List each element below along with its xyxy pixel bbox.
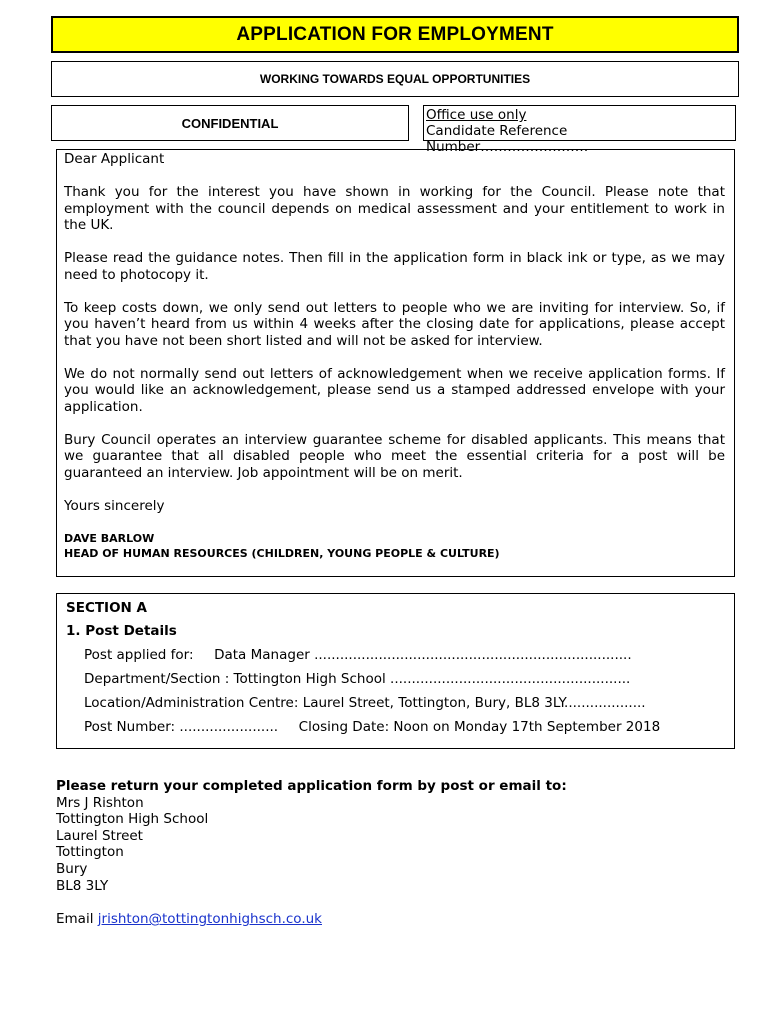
signatory-name: DAVE BARLOW (64, 531, 155, 545)
applicant-letter (56, 149, 735, 577)
title-banner (51, 16, 739, 53)
section-a-box (56, 593, 735, 749)
address-line: Laurel Street (56, 827, 143, 844)
email-link[interactable]: jrishton@tottingtonhighsch.co.uk (97, 911, 322, 928)
return-address-block (56, 778, 746, 928)
post-applied-row (84, 647, 725, 664)
post-applied-label: Post applied for: (84, 647, 194, 663)
post-applied-field[interactable]: Data Manager .......................................................................... (214, 647, 632, 663)
post-number-field[interactable]: Post Number: ....................... (84, 719, 279, 735)
candidate-reference-field[interactable]: Candidate Reference Number…………………… (426, 123, 589, 155)
office-use-box (423, 105, 736, 155)
page-title: APPLICATION FOR EMPLOYMENT (236, 23, 554, 45)
location-field[interactable]: Location/Administration Centre: Laurel Street, Tottington, Bury, BL8 3LY................... (84, 695, 646, 711)
address-line: Tottington (56, 844, 124, 861)
address-line: Tottington High School (56, 811, 209, 828)
letter-paragraph: Thank you for the interest you have shown in working for the Council. Please note that employment with the council depends on medical assessment and your entitlement to work in the UK. (64, 184, 725, 233)
post-number-row (84, 719, 725, 736)
return-heading: Please return your completed application form by post or email to: (56, 778, 567, 794)
closing-date: Closing Date: Noon on Monday 17th September 2018 (298, 719, 661, 735)
letter-paragraph: To keep costs down, we only send out letters to people who we are inviting for interview. So, if you haven’t heard from us within 4 weeks after the closing date for applications, please accept that you have not been short listed and will not be asked for interview. (64, 299, 725, 349)
post-details-heading: 1. Post Details (66, 623, 177, 639)
letter-paragraph: We do not normally send out letters of acknowledgement when we receive application forms. If you would like an acknowledgement, please send us a stamped addressed envelope with your application. (64, 365, 725, 415)
confidential-box (51, 105, 409, 141)
letter-closing: Yours sincerely (64, 497, 165, 514)
letter-paragraph: Please read the guidance notes. Then fill in the application form in black ink or type, as we may need to photocopy it. (64, 250, 725, 283)
email-line (56, 911, 746, 928)
letter-greeting: Dear Applicant (64, 151, 165, 167)
address-line: Mrs J Rishton (56, 794, 144, 811)
department-field[interactable]: Department/Section : Tottington High School ........................................................ (84, 671, 631, 687)
signatory-title: HEAD OF HUMAN RESOURCES (CHILDREN, YOUNG PEOPLE & CULTURE) (64, 546, 500, 560)
equal-opportunities-banner (51, 61, 739, 97)
confidential-label: CONFIDENTIAL (181, 115, 279, 131)
address-line: BL8 3LY (56, 877, 109, 894)
address-line: Bury (56, 860, 88, 877)
subtitle: WORKING TOWARDS EQUAL OPPORTUNITIES (259, 72, 531, 86)
letter-paragraph: Bury Council operates an interview guarantee scheme for disabled applicants. This means that we guarantee that all disabled people who meet the essential criteria for a post will be guaranteed an interview. Job appointment will be on merit. (64, 431, 725, 481)
email-label: Email (56, 911, 94, 928)
office-use-label: Office use only (426, 107, 527, 123)
section-title: SECTION A (66, 600, 148, 616)
